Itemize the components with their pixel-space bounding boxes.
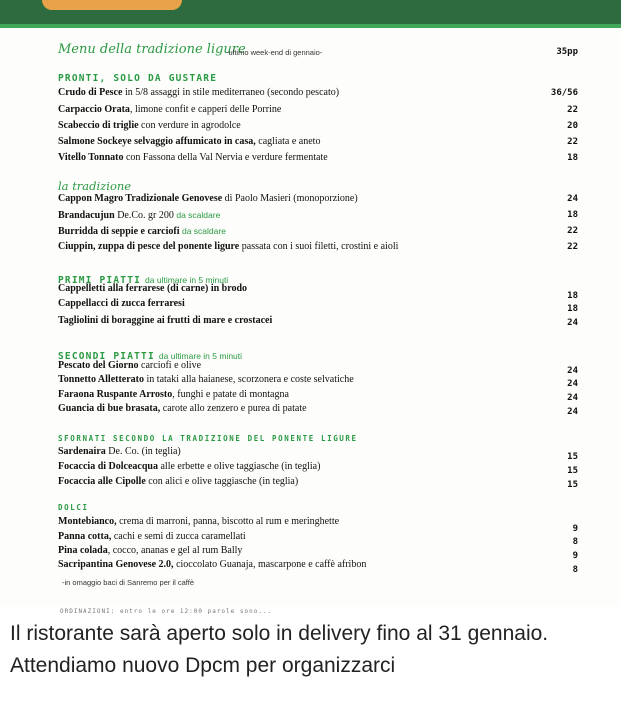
menu-item: Burridda di seppie e carciofi da scaldare: [58, 226, 226, 237]
menu-item: Sacripantina Genovese 2.0, cioccolato Guanaja, mascarpone e caffè afribon: [58, 559, 367, 570]
menu-item-price: 9: [572, 551, 578, 561]
menu-item: Pina colada, cocco, ananas e gel al rum Bally: [58, 545, 243, 556]
menu-item: Brandacujun De.Co. gr 200 da scaldare: [58, 210, 221, 221]
menu-item-price: 9: [572, 524, 578, 534]
menu-item: Ciuppin, zuppa di pesce del ponente ligure passata con i suoi filetti, crostini e aiolì: [58, 241, 399, 252]
section-heading-sfornati: SFORNATI SECONDO LA TRADIZIONE DEL PONENTE LIGURE: [58, 434, 358, 443]
section-heading-primi: PRIMI PIATTI da ultimare in 5 minuti: [58, 275, 229, 286]
section-heading-dolci: DOLCI: [58, 503, 89, 512]
menu-subtitle: -ultimo week-end di gennaio-: [226, 48, 323, 57]
menu-item: Faraona Ruspante Arrosto, funghi e patate di montagna: [58, 389, 289, 400]
menu-price-pp: 35pp: [556, 47, 578, 57]
section-heading-pronti: PRONTI, SOLO DA GUSTARE: [58, 73, 218, 84]
menu-item-price: 22: [567, 105, 578, 115]
menu-item-price: 24: [567, 318, 578, 328]
menu-item-price: 18: [567, 291, 578, 301]
menu-footnote: -in omaggio baci di Sanremo per il caffè: [62, 578, 195, 587]
menu-item: Montebianco, crema di marroni, panna, biscotto al rum e meringhette: [58, 516, 340, 527]
menu-item: Pescato del Giorno carciofi e olive: [58, 360, 202, 371]
photo-top-band: [0, 0, 621, 28]
menu-item-price: 22: [567, 137, 578, 147]
menu-item: Guancia di bue brasata, carote allo zenzero e purea di patate: [58, 403, 307, 414]
menu-item-price: 22: [567, 226, 578, 236]
menu-item: Cappelletti alla ferrarese (di carne) in brodo: [58, 283, 248, 294]
menu-item: Crudo di Pesce in 5/8 assaggi in stile mediterraneo (secondo pescato): [58, 87, 340, 98]
menu-item: Scabeccio di triglie con verdure in agrodolce: [58, 120, 241, 131]
section-heading-secondi: SECONDI PIATTI da ultimare in 5 minuti: [58, 351, 243, 362]
menu-item-price: 24: [567, 407, 578, 417]
menu-item: Carpaccio Orata, limone confit e capperi delle Porrine: [58, 104, 282, 115]
section-heading-tradizione: la tradizione: [58, 179, 132, 193]
menu-item: Panna cotta, cachi e semi di zucca caramellati: [58, 531, 246, 542]
menu-item-price: 18: [567, 210, 578, 220]
menu-item-price: 18: [567, 304, 578, 314]
post-caption: Il ristorante sarà aperto solo in delivery fino al 31 gennaio. Attendiamo nuovo Dpcm per organizzarci: [10, 622, 549, 677]
menu-item-price: 36/56: [550, 88, 578, 98]
menu-item-price: 22: [567, 242, 578, 252]
menu-title: Menu della tradizione ligure: [58, 42, 246, 57]
menu-item-price: 18: [567, 153, 578, 163]
menu-item: Vitello Tonnato con Fassona della Val Nervia e verdure fermentate: [58, 152, 328, 163]
menu-item-price: 24: [567, 366, 578, 376]
menu-item: Cappon Magro Tradizionale Genovese di Paolo Masieri (monoporzione): [58, 193, 358, 204]
menu-item-price: 15: [567, 452, 578, 462]
menu-item-price: 8: [572, 565, 578, 575]
menu-item-price: 15: [567, 466, 578, 476]
menu-cutoff-strip: [0, 606, 621, 614]
food-photo-edge: [42, 0, 182, 10]
menu-item-price: 20: [567, 121, 578, 131]
menu-item: Tonnetto Alletterato in tataki alla haianese, scorzonera e coste selvatiche: [58, 374, 354, 385]
menu-item: Cappellacci di zucca ferraresi: [58, 298, 185, 309]
menu-item-price: 24: [567, 194, 578, 204]
menu-item-price: 24: [567, 379, 578, 389]
menu-item-price: 15: [567, 480, 578, 490]
menu-item: Sardenaira De. Co. (in teglia): [58, 446, 181, 457]
menu-item-price: 24: [567, 393, 578, 403]
menu-card: [0, 28, 621, 609]
menu-item: Tagliolini di boraggine ai frutti di mare e crostacei: [58, 315, 273, 326]
menu-item: Focaccia di Dolceacqua alle erbette e olive taggiasche (in teglia): [58, 461, 321, 472]
menu-item: Salmone Sockeye selvaggio affumicato in casa, cagliata e aneto: [58, 136, 321, 147]
menu-item-price: 8: [572, 537, 578, 547]
cutoff-text: ORDINAZIONI: entro le ore 12:00 parole sono...: [60, 608, 273, 614]
menu-item: Focaccia alle Cipolle con alici e olive taggiasche (in teglia): [58, 476, 299, 487]
